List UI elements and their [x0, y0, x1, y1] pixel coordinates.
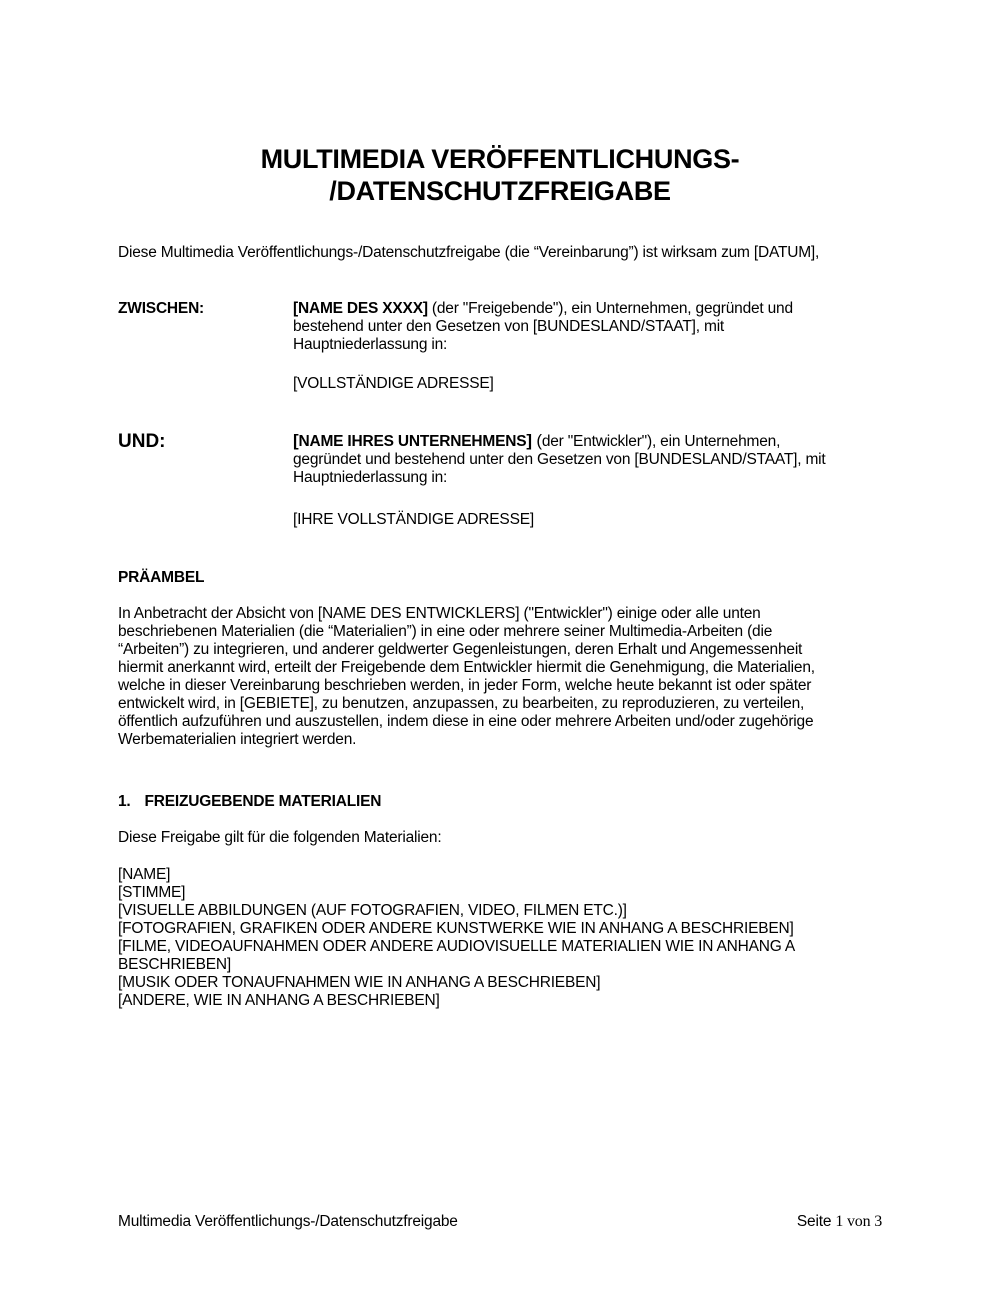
- preamble-line: Werbematerialien integriert werden.: [118, 731, 357, 748]
- materials-list-item: [FOTOGRAFIEN, GRAFIKEN ODER ANDERE KUNSTWERKE WIE IN ANHANG A BESCHRIEBEN]: [118, 920, 794, 937]
- materials-list-item: [STIMME]: [118, 884, 186, 901]
- party1-name: [NAME DES XXXX]: [293, 300, 428, 317]
- materials-list-item: [FILME, VIDEOAUFNAHMEN ODER ANDERE AUDIOVISUELLE MATERIALIEN WIE IN ANHANG A: [118, 938, 795, 955]
- materials-list-item: [ANDERE, WIE IN ANHANG A BESCHRIEBEN]: [118, 992, 440, 1009]
- footer-title: Multimedia Veröffentlichungs-/Datenschutzfreigabe: [118, 1213, 458, 1230]
- materials-list-item: [NAME]: [118, 866, 171, 883]
- preamble-line: beschriebenen Materialien (die “Materialien”) in eine oder mehrere seiner Multimedia-Arbeiten (die: [118, 623, 773, 640]
- section1-number: 1.: [118, 793, 131, 810]
- preamble-line: welche in dieser Vereinbarung beschrieben werden, in jeder Form, welche heute bekannt ist oder später: [118, 677, 812, 694]
- preamble-line: “Arbeiten”) zu integrieren, und anderer geldwerter Gegenleistungen, deren Erhalt und Angemessenheit: [118, 641, 803, 658]
- party1-block: [293, 300, 893, 354]
- party1-line-2: bestehend unter den Gesetzen von [BUNDESLAND/STAAT], mit: [293, 318, 725, 335]
- preamble-line: hiermit anerkannt wird, erteilt der Freigebende dem Entwickler hiermit die Genehmigung, die Materialien,: [118, 659, 815, 676]
- preamble-paragraph: [118, 605, 888, 749]
- document-title: [0, 143, 1000, 207]
- preamble-heading: PRÄAMBEL: [118, 569, 205, 586]
- party2-line-1: [NAME IHRES UNTERNEHMENS] (der "Entwickler"), ein Unternehmen,: [293, 431, 781, 450]
- preamble-line: entwickelt wird, in [GEBIETE], zu benutzen, anzupassen, zu bearbeiten, zu reproduzieren, zu verteilen,: [118, 695, 805, 712]
- party1-line-3: Hauptniederlassung in:: [293, 336, 448, 353]
- intro-paragraph: Diese Multimedia Veröffentlichungs-/Datenschutzfreigabe (die “Vereinbarung”) ist wirksam zum [DATUM],: [118, 244, 820, 261]
- footer-page-indicator: Seite 1 von 3: [796, 1213, 882, 1230]
- section1-heading: [118, 793, 381, 811]
- party2-line-3: Hauptniederlassung in:: [293, 469, 448, 486]
- party2-address: [IHRE VOLLSTÄNDIGE ADRESSE]: [293, 511, 534, 528]
- party1-line-1: [NAME DES XXXX] (der "Freigebende"), ein Unternehmen, gegründet und: [293, 300, 793, 317]
- party1-address: [VOLLSTÄNDIGE ADRESSE]: [293, 375, 494, 392]
- party2-label: UND:: [118, 431, 166, 452]
- party2-block: [293, 432, 893, 487]
- materials-list-item: [VISUELLE ABBILDUNGEN (AUF FOTOGRAFIEN, VIDEO, FILMEN ETC.)]: [118, 902, 627, 919]
- materials-list-item: BESCHRIEBEN]: [118, 956, 232, 973]
- party2-line-2: gegründet und bestehend unter den Gesetzen von [BUNDESLAND/STAAT], mit: [293, 451, 826, 468]
- materials-list: [118, 866, 888, 1010]
- current-page-number: 1: [835, 1213, 844, 1230]
- party1-label: ZWISCHEN:: [118, 300, 205, 317]
- total-pages: 3: [874, 1213, 882, 1230]
- party2-name: NAME IHRES UNTERNEHMENS: [298, 433, 527, 450]
- title-line-2: /DATENSCHUTZFREIGABE: [329, 176, 671, 206]
- title-line-1: MULTIMEDIA VERÖFFENTLICHUNGS-: [260, 144, 740, 174]
- preamble-line: In Anbetracht der Absicht von [NAME DES ENTWICKLERS] ("Entwickler") einige oder alle unten: [118, 605, 761, 622]
- section1-intro: Diese Freigabe gilt für die folgenden Materialien:: [118, 829, 442, 846]
- preamble-line: öffentlich aufzuführen und auszustellen, indem diese in eine oder mehrere Arbeiten und/oder zugehörige: [118, 713, 814, 730]
- section1-title: FREIZUGEBENDE MATERIALIEN: [144, 793, 382, 810]
- materials-list-item: [MUSIK ODER TONAUFNAHMEN WIE IN ANHANG A BESCHRIEBEN]: [118, 974, 601, 991]
